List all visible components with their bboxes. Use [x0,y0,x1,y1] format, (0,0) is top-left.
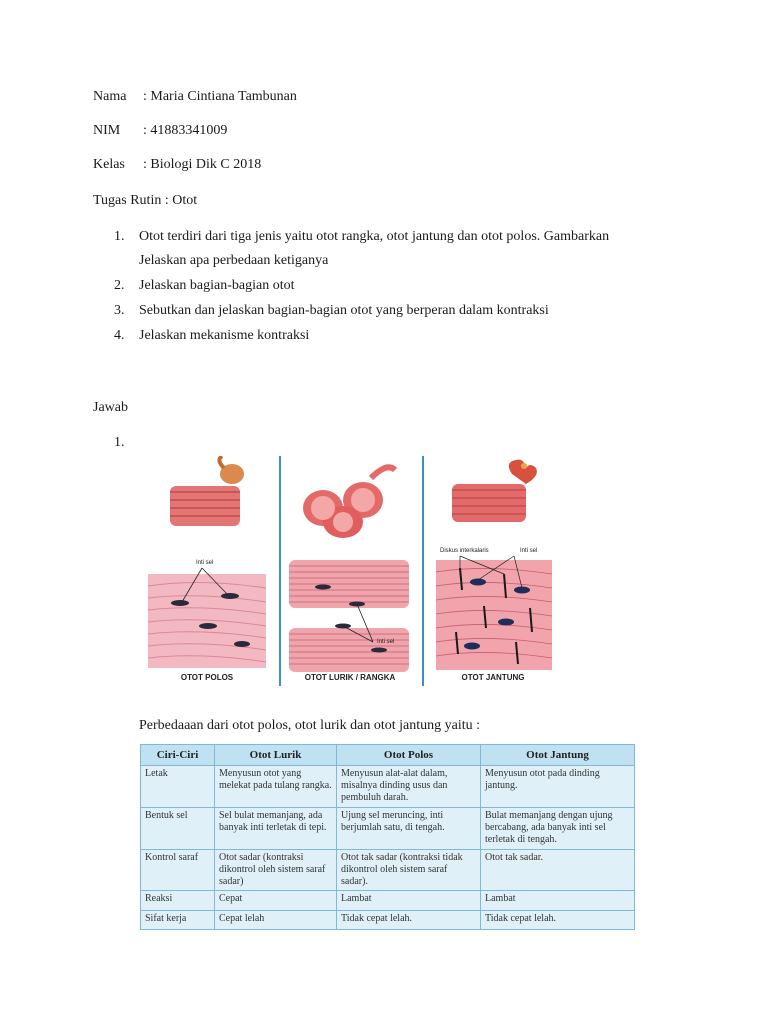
question-number: 2. [114,278,125,293]
name-value: : Maria Cintiana Tambunan [143,89,297,104]
nim-line [93,122,227,140]
table-cell: Menyusun otot yang melekat pada tulang rangka. [215,766,337,808]
nim-value: : 41883341009 [143,123,228,138]
question-text: Jelaskan mekanisme kontraksi [139,328,310,343]
table-cell: Sel bulat memanjang, ada banyak inti terletak di tepi. [215,808,337,850]
table-cell: Reaksi [141,891,215,910]
table-cell: Menyusun otot pada dinding jantung. [481,766,635,808]
kelas-line [93,156,261,174]
question-text: Jelaskan bagian-bagian otot [139,278,295,293]
panel-label-skeletal: OTOT LURIK / RANGKA [304,673,396,682]
table-cell: Bentuk sel [141,808,215,850]
kelas-label: Kelas [93,157,125,172]
table-cell: Lambat [481,891,635,910]
answer-number: 1. [114,435,125,450]
table-row [141,766,635,808]
panel-divider [422,456,424,686]
question-number: 1. [114,229,125,244]
cardiac-muscle-illustration [426,456,560,686]
kelas-value: : Biologi Dik C 2018 [143,157,262,172]
table-header: Otot Jantung [481,745,635,766]
annotation-inti-sel: Inti sel [196,560,214,566]
table-cell: Otot tak sadar (kontraksi tidak dikontrol oleh sistem saraf sadar). [337,849,481,891]
table-cell: Bulat memanjang dengan ujung bercabang, ada banyak inti sel terletak di tengah. [481,808,635,850]
smooth-muscle-illustration [140,456,274,686]
table-cell: Ujung sel meruncing, inti berjumlah satu, di tengah. [337,808,481,850]
skeletal-muscle-illustration [283,456,417,686]
table-cell: Sifat kerja [141,910,215,929]
table-row [141,849,635,891]
table-cell: Tidak cepat lelah. [337,910,481,929]
table-row [141,808,635,850]
panel-divider [279,456,281,686]
name-line [93,88,297,106]
table-caption: Perbedaaan dari otot polos, otot lurik dan otot jantung yaitu : [139,718,480,733]
skeletal-muscle-panel [283,456,417,686]
table-row [141,910,635,929]
question-text: Otot terdiri dari tiga jenis yaitu otot rangka, otot jantung dan otot polos. Gambarkan [139,229,610,244]
table-header: Otot Polos [337,745,481,766]
muscle-comparison-table [140,744,635,930]
panel-label-smooth: OTOT POLOS [180,673,234,682]
question-number: 3. [114,303,125,318]
answer-heading: Jawab [93,400,128,415]
question-text-cont: Jelaskan apa perbedaan ketiganya [139,253,329,268]
assignment-title: Tugas Rutin : Otot [93,193,198,208]
question-text: Sebutkan dan jelaskan bagian-bagian otot yang berperan dalam kontraksi [139,303,549,318]
table-cell: Cepat lelah [215,910,337,929]
table-cell: Kontrol saraf [141,849,215,891]
table-cell: Lambat [337,891,481,910]
table-header-row [141,745,635,766]
table-header: Ciri-Ciri [141,745,215,766]
table-cell: Menyusun alat-alat dalam, misalnya dinding usus dan pembuluh darah. [337,766,481,808]
nim-label: NIM [93,123,121,138]
table-cell: Otot sadar (kontraksi dikontrol oleh sistem saraf sadar) [215,849,337,891]
table-cell: Tidak cepat lelah. [481,910,635,929]
table-row [141,891,635,910]
table-cell: Cepat [215,891,337,910]
smooth-muscle-panel [140,456,274,686]
table-cell: Letak [141,766,215,808]
cardiac-muscle-panel [426,456,560,686]
annotation-diskus: Diskus interkalaris [440,548,489,554]
panel-label-cardiac: OTOT JANTUNG [461,673,525,682]
question-number: 4. [114,328,125,343]
annotation-inti-sel: Inti sel [520,548,538,554]
table-cell: Otot tak sadar. [481,849,635,891]
annotation-inti-sel: Inti sel [377,639,395,645]
name-label: Nama [93,89,127,104]
muscle-types-figure [140,456,560,686]
table-header: Otot Lurik [215,745,337,766]
